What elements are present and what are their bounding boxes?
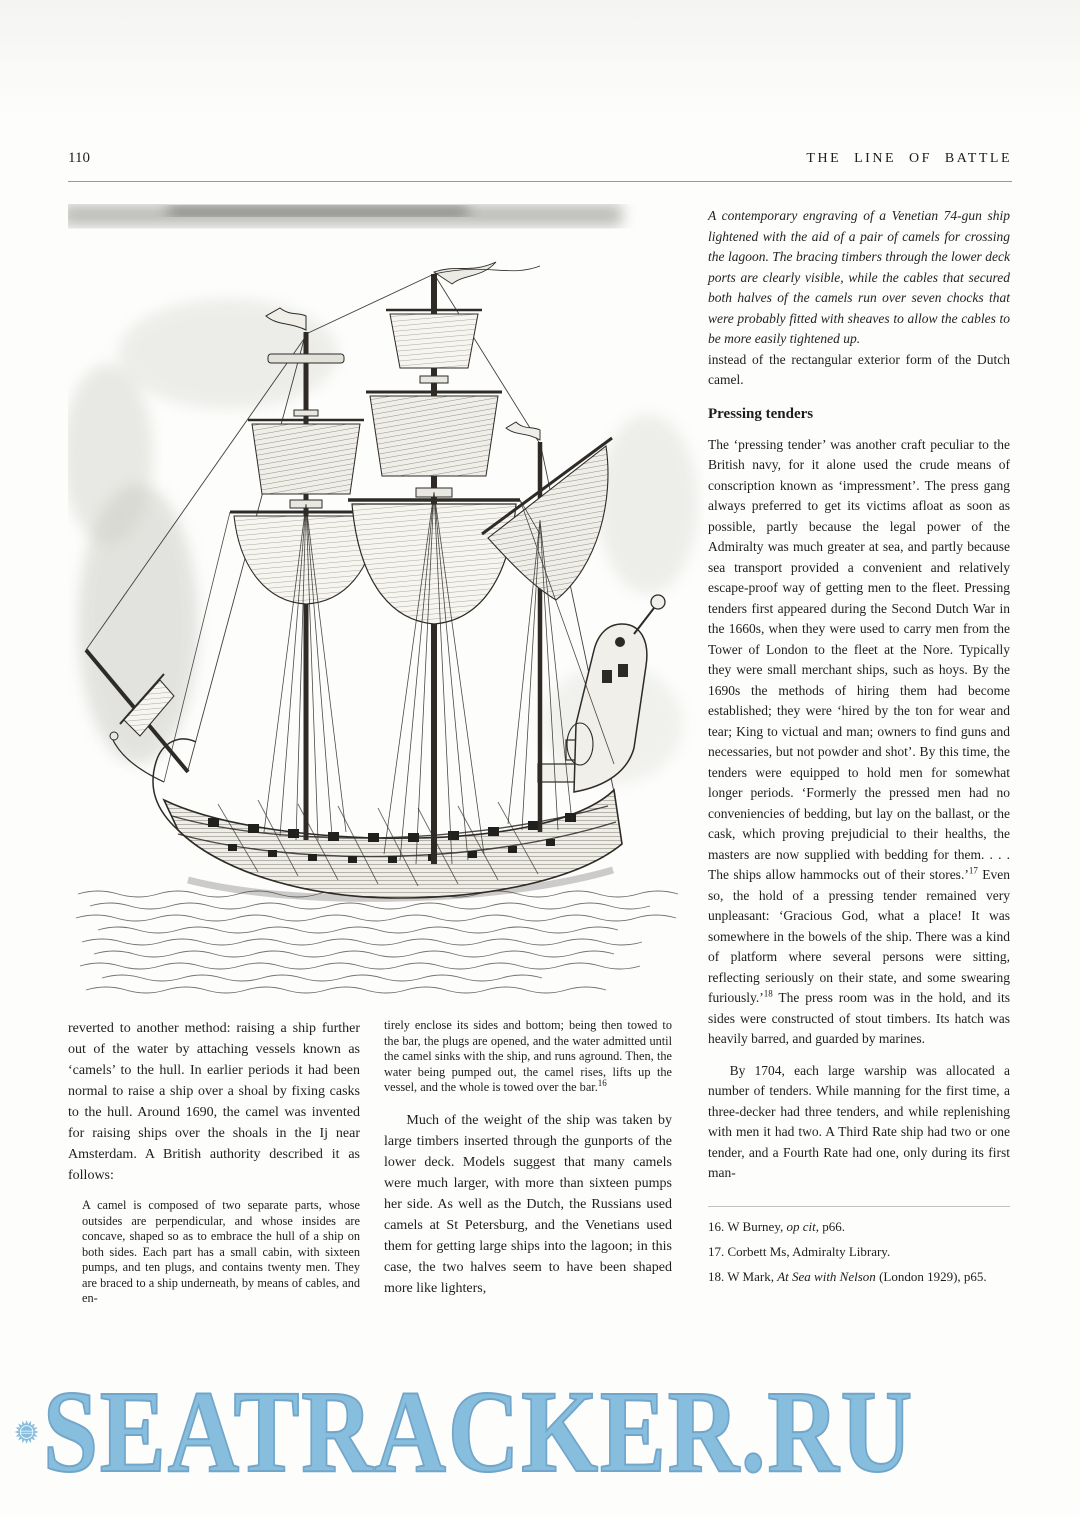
scan-edge-band: [0, 0, 1080, 118]
paragraph-text: Even so, the hold of a pressing tender remained very unpleasant: ‘Gracious God, what a place! It was somewhere in the bowels of the ship. There was a kind of platform where several persons were sitting, reflecting seriously on their state, and some swearing furiously.’: [708, 867, 1010, 1005]
footnote-text: 16. W Burney,: [708, 1218, 787, 1234]
paragraph-text: The ‘pressing tender’ was another craft peculiar to the British navy, for it alone used the crude means of conscription known as ‘impressment’. The press gang always preferred to get its victims afloat as soon as possible, partly because the legal power of the Admiralty was much greater at sea, and partly because sea transport provided a convenient and relatively escape-proof way of getting men to the fleet. Pressing tenders first appeared during the Second Dutch War in the 1660s, when they were used to carry men from the Tower of London to the fleet at the Nore. Typically they were small merchant ships, such as hoys. By the 1690s the methods of hiring them had become established; they were ‘hired by the ton for wear and tear; King to victual and man; owners to find guns and necessaries, but not powder and shot’. By this time, the tenders were equipped to hold men for somewhat longer periods. ‘Formerly the pressed men had no conveniencies of bedding, but lay on the ballast, or the cask, which proving prejudicial to their healths, the masters are now supplied with bedding for them. . . . The ships allow hammocks out of their stores.’: [708, 436, 1010, 882]
paragraph-camels: reverted to another method: raising a ship further out of the water by attaching vessels known as ‘camels’ to the hull. In earlier periods it had been normal to raise a ship over a shoal by fixing casks to the hull. Around 1690, the camel was invented for raising ships over the shoals in the Ij near Amsterdam. A British authority described it as follows:: [68, 1021, 360, 1183]
left-column: [68, 1018, 360, 1307]
sun-icon: [14, 1353, 39, 1511]
paragraph-intro: instead of the rectangular exterior form of the Dutch camel.: [708, 351, 1010, 387]
header-rule: [68, 181, 1012, 182]
ship-figure: [68, 204, 704, 1010]
page-number: 110: [68, 150, 90, 166]
section-heading: Pressing tenders: [708, 405, 814, 422]
paragraph-text: The press room was in the hold, and its sides were constructed of stout timbers. Its hatch was heavily barred, and guarded by marines.: [708, 990, 1010, 1046]
watermark-text: SEATRACKER.RU: [43, 1366, 915, 1497]
footnote-italic: op cit: [786, 1218, 816, 1234]
footnote-16: [708, 1219, 1010, 1235]
footnote-18: [708, 1269, 1010, 1285]
footnotes: [708, 1206, 1010, 1285]
block-quote: A camel is composed of two separate parts, whose outsides are perpendicular, and whose insides are concave, shaped so as to embrace the hull of a ship on both sides. Each part has a small cabin, with sixteen pumps, and ten plugs, and contains twenty men. They are braced to a ship underneath, by means of cables, and en-: [82, 1198, 360, 1305]
paragraph-tender-allocation: By 1704, each large warship was allocated a number of tenders. While manning for the first time, a three-decker had three tenders, and while replenishing with men it had two. A Third Rate ship had two or one tender, and a Fourth Rate had one, only during its first man-: [708, 1062, 1010, 1180]
paragraph-ship-weight: Much of the weight of the ship was taken by large timbers inserted through the gunports of the lower deck. Models suggest that many camels were much larger, with more than sixteen pumps her side. As well as the Dutch, the Russians used camels at St Petersburg, and the Venetians used them for getting large ships into the lagoon; in this case, the two halves seem to have been shaped more like lighters,: [384, 1112, 672, 1296]
right-column: [708, 206, 1010, 1294]
quote-text: tirely enclose its sides and bottom; being then towed to the bar, the plugs are opened, and the water admitted until the camel sinks with the ship, and runs aground. Then, the water being pumped out, the camel rises, lifts up the vessel, and the whole is towed over the bar.: [384, 1018, 672, 1094]
block-quote-continuation: [384, 1018, 672, 1096]
footnote-marker-17: 17: [968, 865, 978, 876]
footnote-text: (London 1929), p65.: [875, 1268, 987, 1284]
watermark: [14, 1360, 1080, 1504]
paragraph-pressing-tenders: [708, 435, 1010, 1050]
footnote-text: , p66.: [815, 1218, 845, 1234]
figure-caption: A contemporary engraving of a Venetian 74-gun ship lightened with the aid of a pair of camels for crossing the lagoon. The bracing timbers through the lower deck ports are clearly visible, while the cables that secured both halves of the camels run over seven chocks that were probably fitted with sheaves to allow the cables to be more easily tightened up.: [708, 208, 1010, 346]
footnote-17: [708, 1244, 1010, 1260]
footnote-italic: At Sea with Nelson: [777, 1268, 876, 1284]
middle-column: [384, 1018, 672, 1299]
footnote-marker-18: 18: [763, 988, 773, 999]
footnote-marker-16: 16: [597, 1077, 607, 1088]
page-header: [68, 150, 1012, 167]
ship-engraving-icon: [68, 204, 704, 1010]
footnote-text: 18. W Mark,: [708, 1268, 778, 1284]
footnote-text: 17. Corbett Ms, Admiralty Library.: [708, 1243, 891, 1259]
running-title: THE LINE OF BATTLE: [806, 151, 1012, 166]
